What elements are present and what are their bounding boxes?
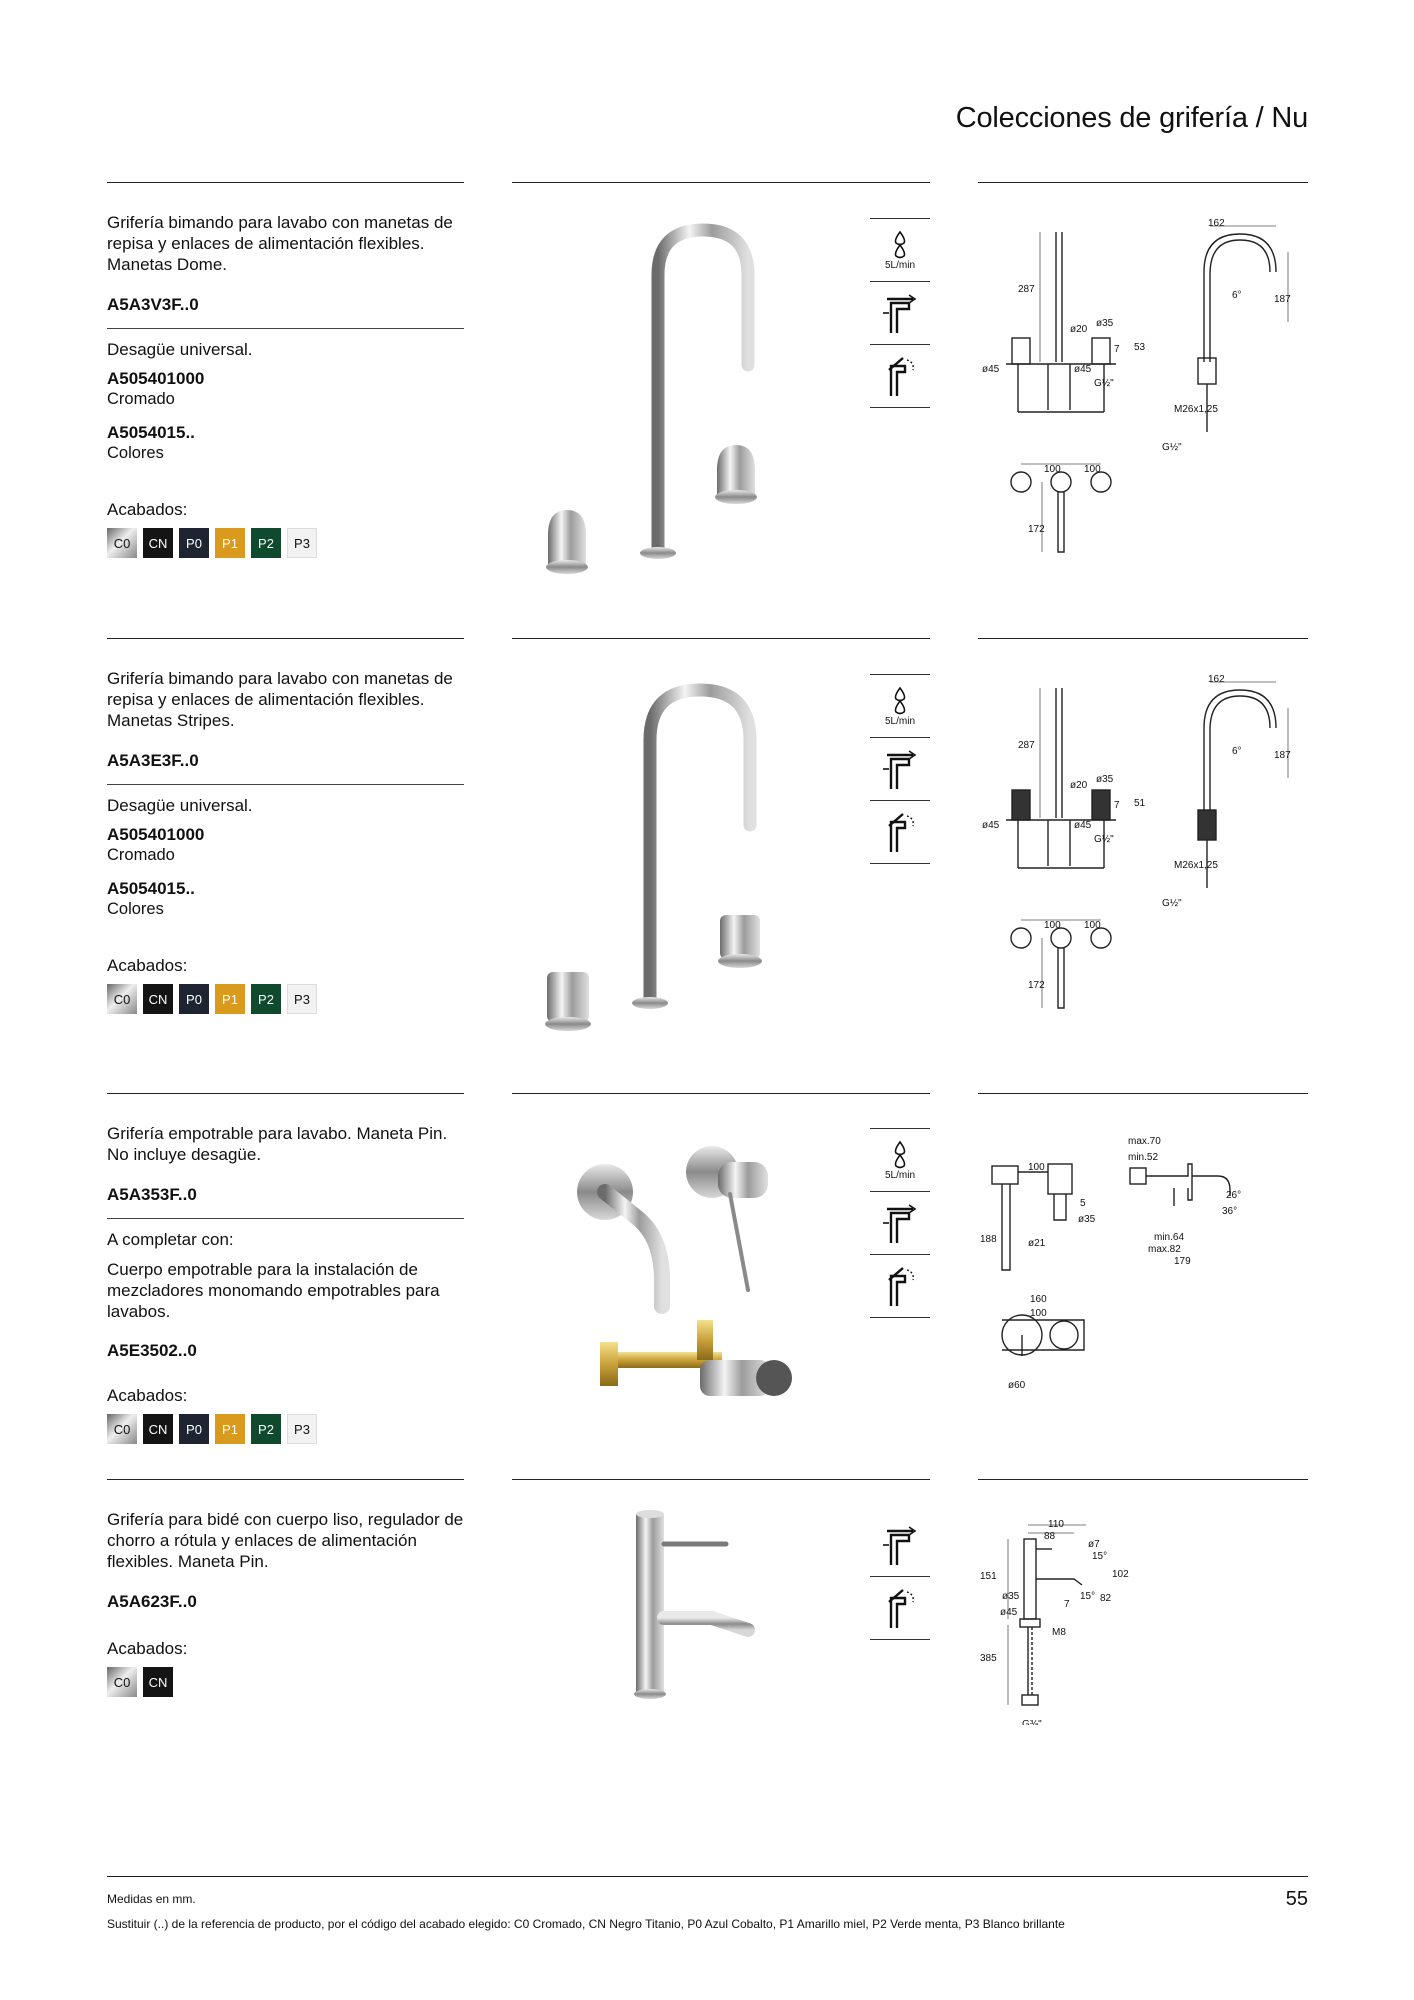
dimension-label: 100 (1044, 464, 1061, 475)
eco-faucet-icon (879, 354, 921, 398)
footer-legend: Sustituir (..) de la referencia de producto, por el código del acabado elegido: C0 Cromado, CN Negro Titanio, P0 Azul Cobalto, P1 Amarillo miel, P2 Verde menta, P3 Blanco brillante (107, 1917, 1065, 1931)
dimension-label: 100 (1084, 464, 1101, 475)
finish-swatch-p1: P1 (215, 1414, 245, 1444)
finish-swatch-c0: C0 (107, 1414, 137, 1444)
dimension-label: M26x1,25 (1174, 404, 1218, 415)
finish-swatch-p2: P2 (251, 984, 281, 1014)
drain-color-code: A5054015.. (107, 879, 195, 898)
divider (107, 1218, 464, 1219)
product-description: Grifería para bidé con cuerpo liso, regulador de chorro a rótula y enlaces de alimentación flexibles. Maneta Pin. (107, 1510, 464, 1571)
complete-with-label: A completar con: (107, 1230, 234, 1249)
drain-chrome-code: A505401000 (107, 369, 205, 388)
eco-icon-cell (870, 1577, 930, 1639)
finishes-label: Acabados: (107, 1386, 188, 1405)
divider (107, 182, 464, 183)
dimension-label: 88 (1044, 1531, 1056, 1542)
page-title: Colecciones de grifería / Nu (955, 102, 1308, 134)
divider (978, 1093, 1308, 1094)
dimension-label: ø45 (1074, 364, 1092, 375)
drain-color-code: A5054015.. (107, 423, 195, 442)
product-photo (512, 1500, 852, 1710)
finish-swatches (107, 528, 467, 558)
feature-icons (870, 1514, 930, 1640)
dimension-label: 15° (1080, 1591, 1096, 1602)
dimension-label: 26° (1226, 1190, 1242, 1201)
dimension-label: ø7 (1088, 1539, 1100, 1550)
cold-start-icon-cell (870, 738, 930, 800)
page-number: 55 (1285, 1888, 1308, 1910)
dimension-label: 287 (1018, 284, 1035, 295)
complete-with-text: Cuerpo empotrable para la instalación de mezcladores monomando empotrables para lavabos. (107, 1260, 440, 1321)
dimension-label: ø45 (1000, 1607, 1018, 1618)
dimension-label: 162 (1208, 674, 1225, 685)
dimension-label: 100 (1028, 1162, 1045, 1173)
cold-start-faucet-icon (879, 747, 921, 791)
eco-icon-cell (870, 1255, 930, 1317)
divider (107, 328, 464, 329)
dimension-label: 100 (1030, 1308, 1047, 1319)
drain-color-label: Colores (107, 444, 164, 462)
dimension-label: 6° (1232, 746, 1242, 757)
water-drops-icon (890, 686, 910, 716)
flow-icon-cell (870, 675, 930, 737)
finish-swatch-p3: P3 (287, 1414, 317, 1444)
eco-icon-cell (870, 345, 930, 407)
dimension-label: 179 (1174, 1256, 1191, 1267)
faucet-photo (512, 1500, 852, 1710)
divider (107, 784, 464, 785)
product-1-text (107, 212, 467, 558)
water-drops-icon (890, 1140, 910, 1170)
dimension-label: 287 (1018, 740, 1035, 751)
finish-swatch-c0: C0 (107, 984, 137, 1014)
dimension-drawing (978, 1505, 1308, 1725)
divider (870, 407, 930, 408)
dimension-label: 15° (1092, 1551, 1108, 1562)
feature-icons (870, 1128, 930, 1318)
dimension-label: 385 (980, 1653, 997, 1664)
dimension-label: 151 (980, 1571, 997, 1582)
divider (978, 182, 1308, 183)
dimension-label: 172 (1028, 524, 1045, 535)
finish-swatches (107, 1667, 467, 1697)
finish-swatch-p3: P3 (287, 984, 317, 1014)
cold-start-icon-cell (870, 282, 930, 344)
finish-swatches (107, 984, 467, 1014)
dimension-label: 160 (1030, 1294, 1047, 1305)
finish-swatch-cn: CN (143, 528, 173, 558)
dimension-label: 51 (1134, 798, 1146, 809)
eco-faucet-icon (879, 1586, 921, 1630)
dimension-label: ø35 (1096, 774, 1114, 785)
dimension-label: 102 (1112, 1569, 1129, 1580)
dimension-label: G½" (1094, 378, 1114, 389)
dimension-label: max.70 (1128, 1136, 1161, 1147)
dimension-label: ø21 (1028, 1238, 1046, 1249)
flow-rate-label: 5L/min (884, 1169, 915, 1181)
product-code: A5A3E3F..0 (107, 751, 199, 770)
cold-start-faucet-icon (879, 291, 921, 335)
dimension-drawing (978, 212, 1308, 572)
finish-swatches (107, 1414, 467, 1444)
dimension-label: min.52 (1128, 1152, 1159, 1163)
finish-swatch-cn: CN (143, 1667, 173, 1697)
flow-icon-cell (870, 1129, 930, 1191)
dimension-label: ø45 (1074, 820, 1092, 831)
faucet-photo (512, 205, 852, 595)
divider (107, 1093, 464, 1094)
dimension-label: 187 (1274, 294, 1291, 305)
finishes-label: Acabados: (107, 956, 188, 975)
dimension-label: 100 (1044, 920, 1061, 931)
product-description: Grifería bimando para lavabo con manetas de repisa y enlaces de alimentación flexibles. Manetas Stripes. (107, 669, 453, 730)
dimension-label: 188 (980, 1234, 997, 1245)
dimension-label: ø20 (1070, 324, 1088, 335)
product-2-text (107, 668, 467, 1014)
product-description: Grifería empotrable para lavabo. Maneta Pin. No incluye desagüe. (107, 1124, 448, 1164)
product-photo (512, 1110, 852, 1420)
finish-swatch-p2: P2 (251, 1414, 281, 1444)
drain-color-label: Colores (107, 900, 164, 918)
dimension-label: ø45 (982, 364, 1000, 375)
dimension-label: 100 (1084, 920, 1101, 931)
footer-note: Medidas en mm. (107, 1892, 196, 1906)
finish-swatch-p0: P0 (179, 984, 209, 1014)
dimension-label: ø60 (1008, 1380, 1026, 1391)
finish-swatch-cn: CN (143, 1414, 173, 1444)
technical-drawing (978, 1505, 1308, 1725)
dimension-label: G⅜" (1022, 1719, 1042, 1725)
dimension-labels (982, 674, 1291, 991)
technical-drawing (978, 668, 1308, 1028)
finish-swatch-p3: P3 (287, 528, 317, 558)
divider (107, 1479, 464, 1480)
eco-faucet-icon (879, 1264, 921, 1308)
finish-swatch-p2: P2 (251, 528, 281, 558)
dimension-label: 5 (1080, 1198, 1086, 1209)
dimension-label: G½" (1162, 898, 1182, 909)
flow-icon-cell (870, 219, 930, 281)
dimension-labels (982, 218, 1291, 535)
finishes-label: Acabados: (107, 500, 188, 519)
drain-chrome-label: Cromado (107, 846, 175, 864)
finish-swatch-p0: P0 (179, 1414, 209, 1444)
product-4-text (107, 1509, 467, 1697)
product-description: Grifería bimando para lavabo con manetas de repisa y enlaces de alimentación flexibles. Manetas Dome. (107, 213, 453, 274)
technical-drawing (978, 1120, 1308, 1400)
dimension-labels (980, 1519, 1129, 1725)
drain-chrome-code: A505401000 (107, 825, 205, 844)
eco-faucet-icon (879, 810, 921, 854)
dimension-labels (980, 1136, 1241, 1391)
product-3-text (107, 1123, 467, 1444)
dimension-label: ø20 (1070, 780, 1088, 791)
finish-swatch-c0: C0 (107, 1667, 137, 1697)
dimension-label: max.82 (1148, 1244, 1181, 1255)
divider (978, 638, 1308, 639)
dimension-label: 82 (1100, 1593, 1112, 1604)
divider (978, 1479, 1308, 1480)
feature-icons (870, 218, 930, 408)
dimension-label: 172 (1028, 980, 1045, 991)
feature-icons (870, 674, 930, 864)
cold-start-faucet-icon (879, 1201, 921, 1245)
product-code: A5A623F..0 (107, 1592, 197, 1611)
water-drops-icon (890, 230, 910, 260)
finish-swatch-p0: P0 (179, 528, 209, 558)
dimension-label: 162 (1208, 218, 1225, 229)
complete-with-code: A5E3502..0 (107, 1341, 197, 1360)
dimension-label: M26x1,25 (1174, 860, 1218, 871)
dimension-label: 110 (1048, 1519, 1064, 1530)
cold-start-icon-cell (870, 1192, 930, 1254)
footer-divider (107, 1876, 1308, 1877)
dimension-drawing (978, 668, 1308, 1028)
divider (870, 1639, 930, 1640)
dimension-label: 6° (1232, 290, 1242, 301)
drain-label: Desagüe universal. (107, 340, 253, 359)
cold-start-icon-cell (870, 1514, 930, 1576)
dimension-label: 7 (1064, 1599, 1070, 1610)
eco-icon-cell (870, 801, 930, 863)
dimension-label: 36° (1222, 1206, 1238, 1217)
cold-start-faucet-icon (879, 1523, 921, 1567)
divider (870, 863, 930, 864)
finishes-label: Acabados: (107, 1639, 188, 1658)
divider (107, 638, 464, 639)
finish-swatch-p1: P1 (215, 528, 245, 558)
dimension-label: 7 (1114, 344, 1120, 355)
dimension-label: ø45 (982, 820, 1000, 831)
dimension-label: 7 (1114, 800, 1120, 811)
dimension-label: ø35 (1096, 318, 1114, 329)
dimension-label: ø35 (1078, 1214, 1096, 1225)
dimension-label: G½" (1094, 834, 1114, 845)
product-code: A5A3V3F..0 (107, 295, 199, 314)
product-photo (512, 205, 852, 595)
flow-rate-label: 5L/min (884, 715, 915, 727)
technical-drawing (978, 212, 1308, 572)
divider (512, 182, 930, 183)
flow-rate-label: 5L/min (884, 259, 915, 271)
finish-swatch-c0: C0 (107, 528, 137, 558)
divider (512, 638, 930, 639)
dimension-label: 187 (1274, 750, 1291, 761)
product-code: A5A353F..0 (107, 1185, 197, 1204)
dimension-label: 53 (1134, 342, 1146, 353)
dimension-label: min.64 (1154, 1232, 1185, 1243)
dimension-label: M8 (1052, 1627, 1066, 1638)
finish-swatch-cn: CN (143, 984, 173, 1014)
drain-chrome-label: Cromado (107, 390, 175, 408)
drain-label: Desagüe universal. (107, 796, 253, 815)
dimension-label: G½" (1162, 442, 1182, 453)
product-photo (512, 660, 852, 1050)
dimension-drawing (978, 1120, 1308, 1400)
dimension-label: ø35 (1002, 1591, 1020, 1602)
divider (512, 1479, 930, 1480)
divider (870, 1317, 930, 1318)
divider (512, 1093, 930, 1094)
faucet-photo (512, 1110, 852, 1420)
finish-swatch-p1: P1 (215, 984, 245, 1014)
faucet-photo (512, 660, 852, 1050)
